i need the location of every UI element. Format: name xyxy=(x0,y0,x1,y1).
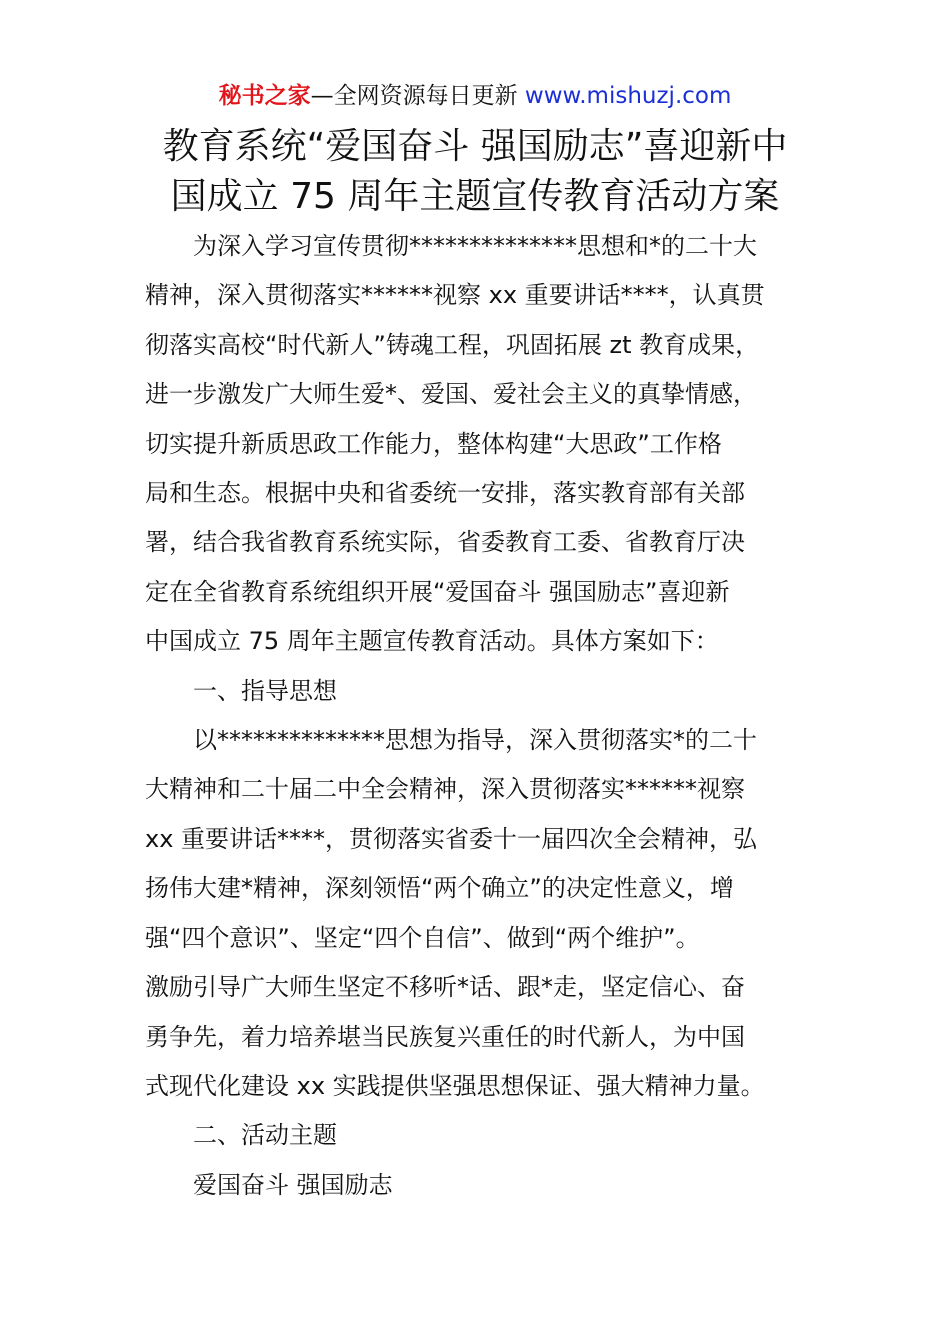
section-heading-activity-theme xyxy=(145,1111,825,1160)
text-line: 中国成立 75 周年主题宣传教育活动。具体方案如下： xyxy=(145,627,719,656)
site-brand: 秘书之家 xyxy=(218,83,311,109)
document-body xyxy=(145,222,825,1210)
text-line: 以**************思想为指导，深入贯彻落实*的二十 xyxy=(193,726,757,755)
text-line: 精神，深入贯彻落实******视察 xx 重要讲话****，认真贯 xyxy=(145,281,765,310)
text-line: 强“四个意识”、坚定“四个自信”、做到“两个维护”。 xyxy=(145,923,700,952)
text-line: 切实提升新质思政工作能力，整体构建“大思政”工作格 xyxy=(145,429,722,458)
text-line: 式现代化建设 xx 实践提供坚强思想保证、强大精神力量。 xyxy=(145,1071,765,1100)
text-line: 勇争先，着力培养堪当民族复兴重任的时代新人，为中国 xyxy=(145,1022,745,1051)
activity-theme-paragraph xyxy=(145,1161,825,1210)
text-line: 大精神和二十届二中全会精神，深入贯彻落实******视察 xyxy=(145,775,745,804)
text-line: 为深入学习宣传贯彻**************思想和*的二十大 xyxy=(193,232,757,260)
site-tagline: —全网资源每日更新 xyxy=(310,83,518,109)
text-line: xx 重要讲话****，贯彻落实省委十一届四次全会精神，弘 xyxy=(145,824,758,853)
text-line: 进一步激发广大师生爱*、爱国、爱社会主义的真挚情感， xyxy=(145,380,757,409)
title-line-2: 国成立 75 周年主题宣传教育活动方案 xyxy=(170,176,780,217)
site-header xyxy=(0,80,950,112)
text-line: 扬伟大建*精神，深刻领悟“两个确立”的决定性意义，增 xyxy=(145,874,734,903)
document-title xyxy=(100,122,850,222)
text-line: 定在全省教育系统组织开展“爱国奋斗 强国励志”喜迎新 xyxy=(145,577,730,606)
intro-paragraph xyxy=(145,222,825,667)
section-heading-guiding-thought xyxy=(145,667,825,716)
title-line-1: 教育系统“爱国奋斗 强国励志”喜迎新中 xyxy=(162,126,788,167)
text-line: 彻落实高校“时代新人”铸魂工程，巩固拓展 zt 教育成果， xyxy=(145,330,760,359)
text-line: 激励引导广大师生坚定不移听*话、跟*走，坚定信心、奋 xyxy=(145,973,745,1002)
site-url-link[interactable]: www.mishuzj.com xyxy=(524,83,732,109)
text-line: 爱国奋斗 强国励志 xyxy=(193,1170,393,1199)
heading-text: 一、指导思想 xyxy=(193,676,337,705)
guiding-thought-paragraph xyxy=(145,716,825,1111)
text-line: 署，结合我省教育系统实际，省委教育工委、省教育厅决 xyxy=(145,528,745,557)
text-line: 局和生态。根据中央和省委统一安排，落实教育部有关部 xyxy=(145,479,745,508)
heading-text: 二、活动主题 xyxy=(193,1121,337,1150)
